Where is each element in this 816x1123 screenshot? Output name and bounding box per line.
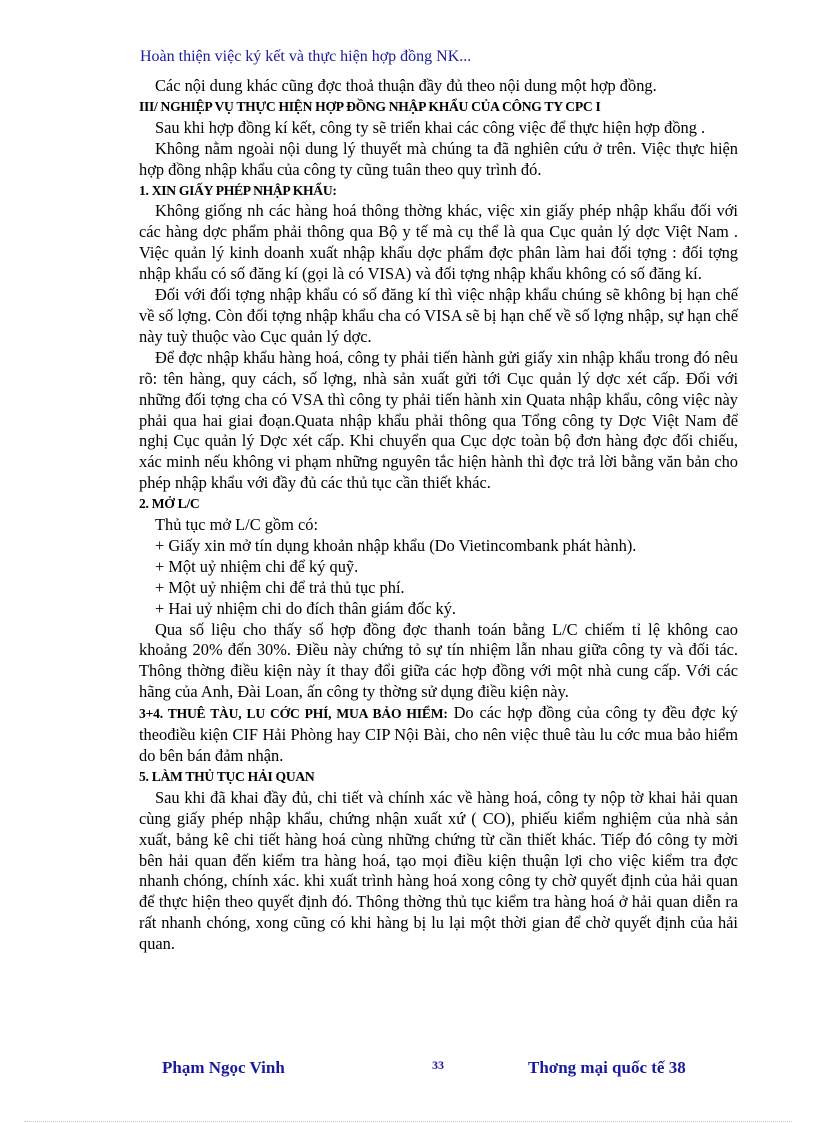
paragraph: Không nằm ngoài nội dung lý thuyết mà chúng ta đã nghiên cứu ở trên. Việc thực hiện hợp đồng nhập khẩu của công ty cũng tuân theo quy trình đó. bbox=[139, 138, 738, 179]
paragraph: Không giống nh các hàng hoá thông thờng khác, việc xin giấy phép nhập khẩu đối với các hàng dợc phẩm phải thông qua Bộ y tế mà cụ thể là qua Cục quản lý dợc Việt Nam . Việc quản lý kinh doanh xuất nhập khẩu dợc phẩm đợc phân làm hai đối tợng : đối tợng nhập khẩu có số đăng kí (gọi là có VISA) và đối tợng nhập khẩu không có số đăng kí. bbox=[139, 201, 738, 284]
list-item: + Một uỷ nhiệm chi để ký quỹ. bbox=[155, 556, 359, 576]
paragraph: Sau khi đã khai đầy đủ, chi tiết và chính xác về hàng hoá, công ty nộp tờ khai hải quan cùng giấy phép nhập khẩu, chứng nhận xuất xứ ( CO), phiếu kiểm nghiệm của nhà sản xuất, bảng kê chi tiết hàng hoá cùng những chứng từ cần thiết khác. Tiếp đó công ty mời bên hải quan đến kiểm tra hàng hoá, tạo mọi điều kiện thuận lợi cho việc kiểm tra đợc nhanh chóng, chính xác. khi xuất trình hàng hoá xong công ty chờ quyết định của hải quan để thực hiện theo quyết định đó. Thông thờng thủ tục kiểm tra hàng hoá ở hải quan diễn ra rất nhanh chóng, xong cũng có khi hàng bị lu lại một thời gian để chờ quyết định của hải quan. bbox=[139, 787, 738, 954]
section-3-4-text: Do các hợp đồng của công ty đều đợc ký theođiều kiện CIF Hải Phòng hay CIP Nội Bài, cho nên việc thuê tàu lu cớc mua bảo hiểm do bên bán đảm nhận. bbox=[139, 703, 738, 765]
section-heading-3-4: 3+4. THUÊ TÀU, LU CỚC PHÍ, MUA BẢO HIỂM: bbox=[139, 706, 448, 722]
paragraph: Sau khi hợp đồng kí kết, công ty sẽ triển khai các công việc để thực hiện hợp đồng . bbox=[155, 117, 706, 137]
list-item: + Một uỷ nhiệm chi để trả thủ tục phí. bbox=[155, 577, 405, 597]
page-footer bbox=[0, 1058, 816, 1082]
section-heading-1: 1. XIN GIẤY PHÉP NHẬP KHẨU: bbox=[139, 182, 337, 198]
page-number: 33 bbox=[432, 1058, 444, 1072]
running-header: Hoàn thiện việc ký kết và thực hiện hợp đồng NK... bbox=[140, 48, 472, 65]
paragraph: Thủ tục mở L/C gồm có: bbox=[155, 515, 318, 535]
list-item: + Hai uỷ nhiệm chi do đích thân giám đốc ký. bbox=[155, 598, 457, 618]
paragraph: Qua số liệu cho thấy số hợp đồng đợc thanh toán bằng L/C chiếm tỉ lệ không cao khoảng 20% đến 30%. Điều này chứng tỏ sự tín nhiệm lẫn nhau giữa công ty và đối tác. Thông thờng điều kiện này ít thay đổi giữa các hợp đồng với một nhà cung cấp. Với các hãng của Anh, Đài Loan, ấn công ty thờng sử dụng điều kiện này. bbox=[139, 619, 738, 702]
section-heading-2: 2. MỞ L/C bbox=[139, 496, 200, 512]
paragraph: Để đợc nhập khẩu hàng hoá, công ty phải tiến hành gửi giấy xin nhập khẩu trong đó nêu rõ: tên hàng, quy cách, số lợng, nhà sản xuất gửi tới Cục quản lý dợc xét cấp. Đối với những đối tợng cha có VSA thì công ty phải tiến hành xin Quata nhập khẩu, công việc này phải qua hai giai đoạn.Quata nhập khẩu phải thông qua Tổng công ty Dợc Việt Nam để nghị Cục quản lý Dợc xét cấp. Khi chuyển qua Cục dợc toàn bộ đơn hàng đợc đối chiếu, xác minh nếu không vi phạm những nguyên tắc hiện hành thì đợc trả lời bằng văn bản cho phép nhập khẩu với đầy đủ các thủ tục cần thiết khác. bbox=[139, 347, 738, 493]
paragraph: Các nội dung khác cũng đợc thoả thuận đầy đủ theo nội dung một hợp đồng. bbox=[155, 76, 657, 95]
footer-author: Phạm Ngọc Vinh bbox=[162, 1058, 285, 1077]
list-item: + Giấy xin mở tín dụng khoản nhập khẩu (Do Vietincombank phát hành). bbox=[155, 535, 637, 555]
page-bottom-divider bbox=[24, 1121, 792, 1122]
document-body bbox=[139, 76, 738, 955]
section-heading-5: 5. LÀM THỦ TỤC HẢI QUAN bbox=[139, 768, 315, 784]
paragraph: Đối với đối tợng nhập khẩu có số đăng kí thì việc nhập khẩu chúng sẽ không bị hạn chế về số lợng. Còn đối tợng nhập khẩu cha có VISA sẽ bị hạn chế về số lợng nhập, sự hạn chế này tuỳ thuộc vào Cục quản lý dợc. bbox=[139, 285, 738, 346]
footer-course: Thơng mại quốc tế 38 bbox=[528, 1058, 686, 1077]
section-heading-iii: III/ NGHIỆP VỤ THỰC HIỆN HỢP ĐỒNG NHẬP KHẨU CỦA CÔNG TY CPC I bbox=[139, 98, 601, 114]
section-3-4-paragraph bbox=[139, 703, 738, 767]
